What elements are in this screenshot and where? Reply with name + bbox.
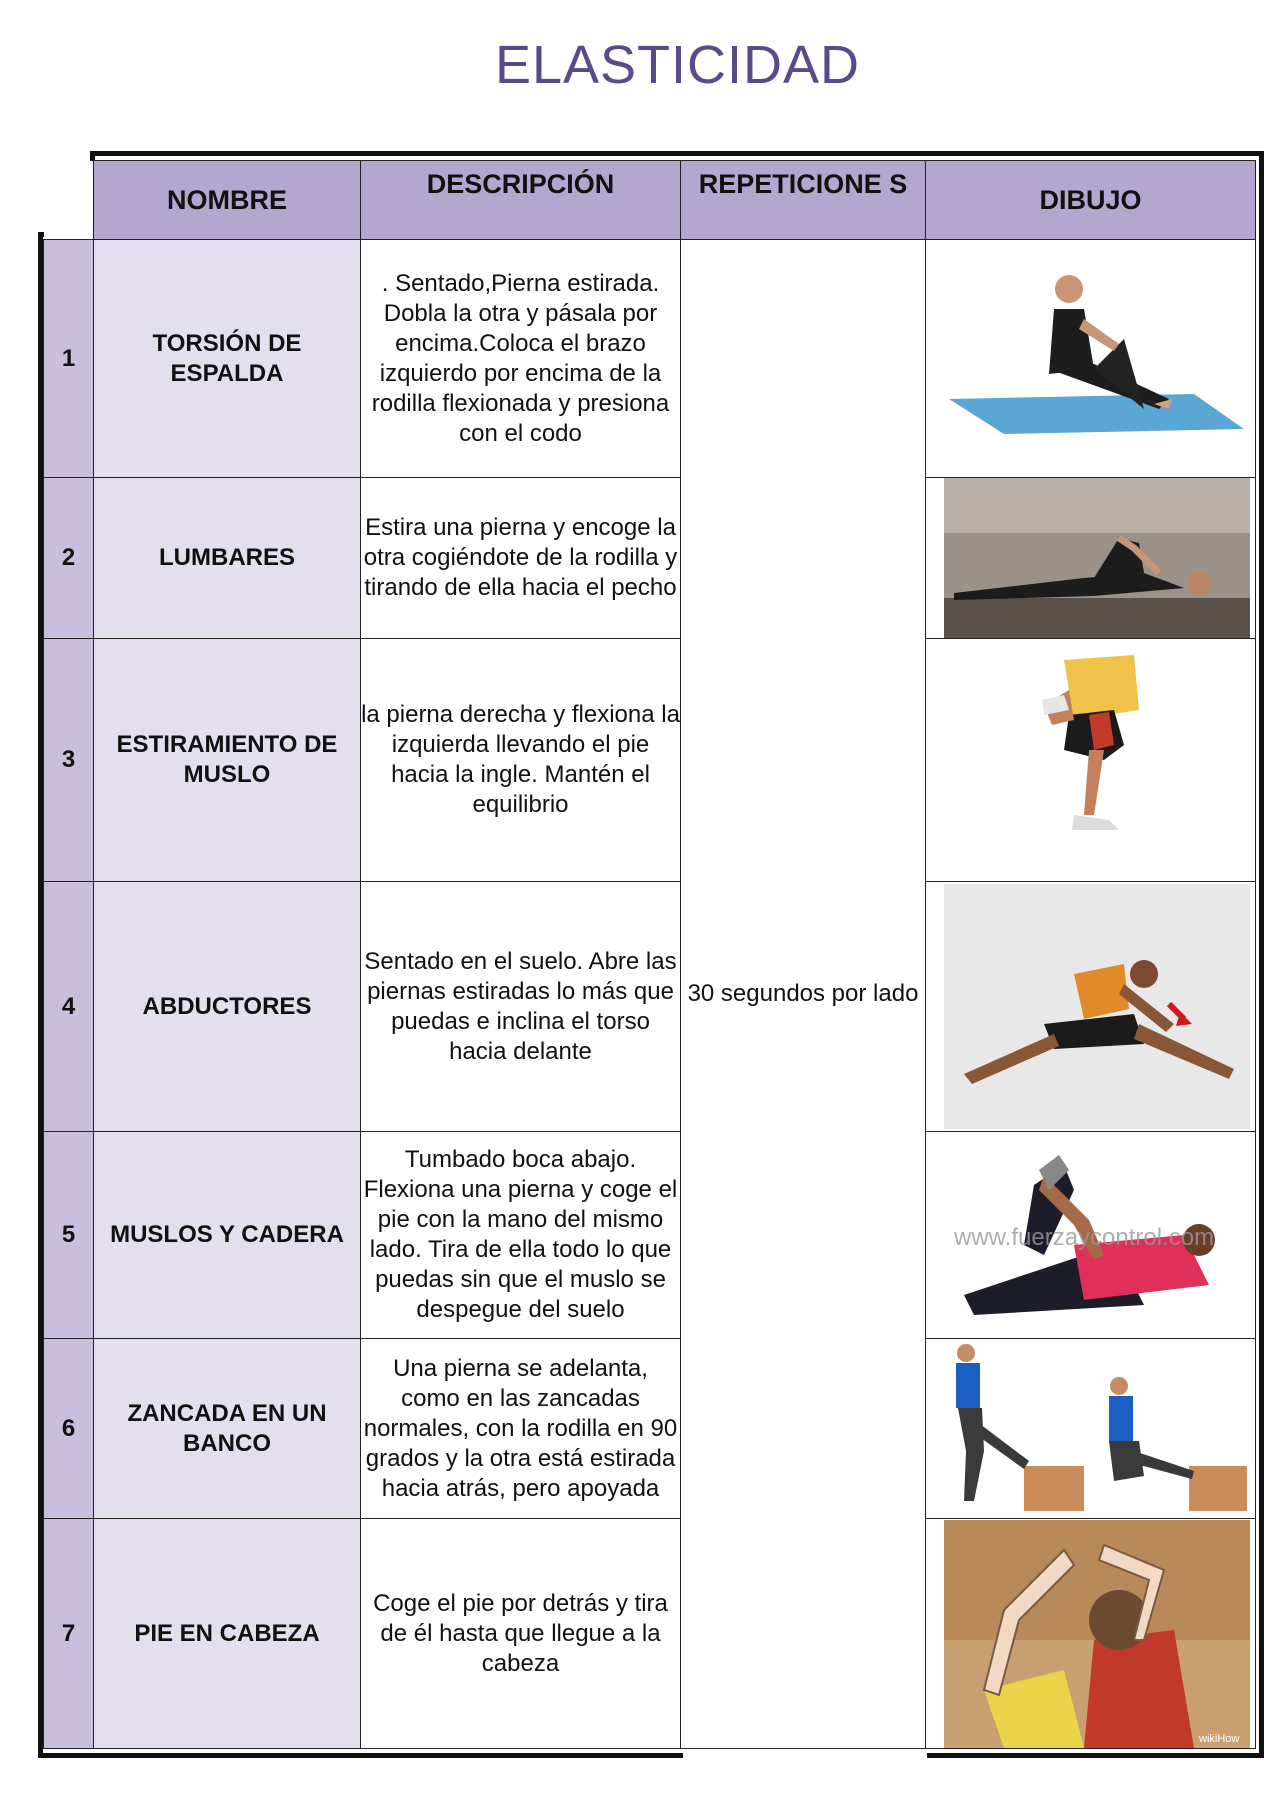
standing-quad-stretch-image [944, 650, 1250, 870]
exercise-description: Estira una pierna y encoge la otra cogiéndote de la rodilla y tirando de ella hacia el pecho [361, 478, 681, 639]
table-frame-right [1259, 151, 1264, 1758]
prone-quad-stretch-image [944, 1145, 1250, 1325]
exercise-description: . Sentado,Pierna estirada. Dobla la otra y pásala por encima.Coloca el brazo izquierdo por encima de la rodilla flexionada y presiona con el codo [361, 240, 681, 478]
exercise-description: la pierna derecha y flexiona la izquierda llevando el pie hacia la ingle. Mantén el equilibrio [361, 639, 681, 882]
watermark-text: wikiHow [1199, 1732, 1240, 1745]
exercise-name: ZANCADA EN UN BANCO [94, 1339, 361, 1519]
exercise-picture-cell [926, 478, 1256, 639]
exercise-description: Sentado en el suelo. Abre las piernas estiradas lo más que puedas e inclina el torso hacia delante [361, 882, 681, 1132]
table-row [44, 639, 1256, 882]
exercise-name: LUMBARES [94, 478, 361, 639]
foot-to-head-image [944, 1520, 1250, 1748]
exercise-table [43, 160, 1256, 1749]
header-spacer [44, 161, 94, 240]
row-number: 6 [44, 1339, 94, 1519]
table-row [44, 240, 1256, 478]
exercise-description: Coge el pie por detrás y tira de él hasta que llegue a la cabeza [361, 1519, 681, 1749]
row-number: 1 [44, 240, 94, 478]
exercise-picture-cell [926, 1519, 1256, 1749]
exercise-name: MUSLOS Y CADERA [94, 1132, 361, 1339]
table-row [44, 882, 1256, 1132]
exercise-name: PIE EN CABEZA [94, 1519, 361, 1749]
row-number: 2 [44, 478, 94, 639]
header-repeticiones: REPETICIONE S [681, 161, 926, 240]
table-frame-top [90, 151, 1264, 156]
table-row [44, 478, 1256, 639]
row-number: 4 [44, 882, 94, 1132]
table-frame-bottom-left [38, 1753, 683, 1758]
table-row [44, 1339, 1256, 1519]
table-row [44, 1519, 1256, 1749]
exercise-description: Una pierna se adelanta, como en las zancadas normales, con la rodilla en 90 grados y la otra está estirada hacia atrás, pero apoyada [361, 1339, 681, 1519]
lying-knee-pull-image [944, 478, 1250, 638]
exercise-description: Tumbado boca abajo. Flexiona una pierna y coge el pie con la mano del mismo lado. Tira de ella todo lo que puedas sin que el muslo se despegue del suelo [361, 1132, 681, 1339]
header-dibujo: DIBUJO [926, 161, 1256, 240]
exercise-picture-cell [926, 240, 1256, 478]
row-number: 7 [44, 1519, 94, 1749]
header-descripcion: DESCRIPCIÓN [361, 161, 681, 240]
table-row [44, 1132, 1256, 1339]
exercise-picture-cell [926, 1339, 1256, 1519]
exercise-picture-cell [926, 1132, 1256, 1339]
exercise-name: ABDUCTORES [94, 882, 361, 1132]
header-nombre: NOMBRE [94, 161, 361, 240]
exercise-picture-cell [926, 882, 1256, 1132]
watermark-text: www.fuerzaycontrol.com [954, 1224, 1215, 1251]
bench-lunge-image [944, 1341, 1250, 1516]
yoga-twist-image [944, 259, 1250, 459]
table-header-row [44, 161, 1256, 240]
row-number: 3 [44, 639, 94, 882]
seated-straddle-image [944, 884, 1250, 1129]
repetitions-cell: 30 segundos por lado [681, 240, 926, 1749]
exercise-name: TORSIÓN DE ESPALDA [94, 240, 361, 478]
exercise-picture-cell [926, 639, 1256, 882]
exercise-name: ESTIRAMIENTO DE MUSLO [94, 639, 361, 882]
page-title: ELASTICIDAD [494, 35, 861, 95]
row-number: 5 [44, 1132, 94, 1339]
table-frame-bottom-right [927, 1753, 1264, 1758]
